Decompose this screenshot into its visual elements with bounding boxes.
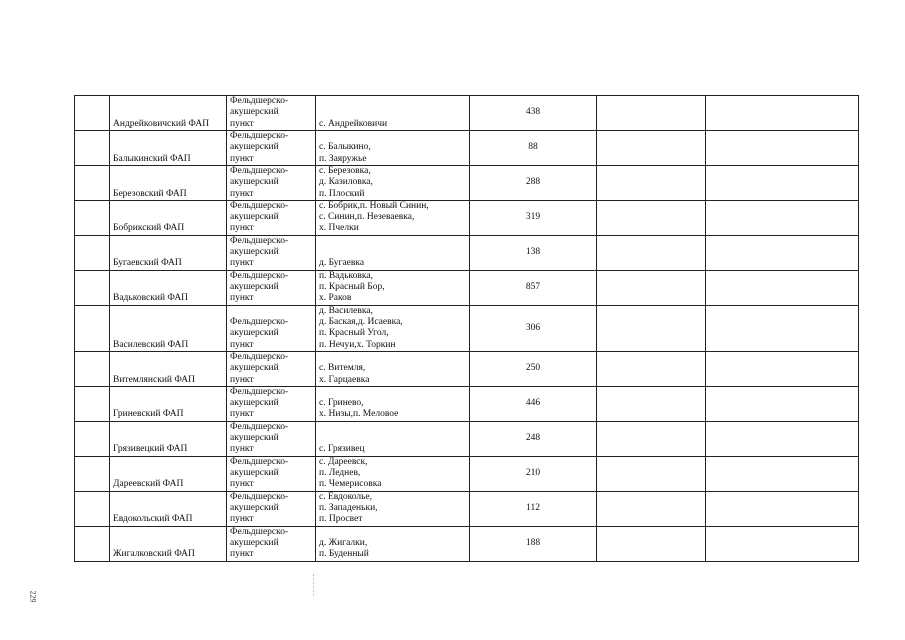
facility-type-cell [227, 351, 316, 386]
facility-type-line: акушерский [230, 282, 279, 293]
population-cell: 188 [470, 526, 597, 561]
facility-type-line: Фельдшерско- [230, 316, 289, 327]
facility-type-cell [227, 235, 316, 270]
empty-cell [597, 165, 706, 200]
index-cell [75, 351, 110, 386]
settlement-line: х. Низы,п. Меловое [319, 409, 399, 420]
facility-type-line: пункт [230, 188, 254, 199]
settlement-line: с. Витемля, [319, 363, 366, 374]
fap-name-cell [110, 386, 227, 421]
table-row [75, 351, 859, 386]
empty-cell [597, 131, 706, 166]
facility-type-line: пункт [230, 223, 254, 234]
facility-type-line: акушерский [230, 538, 279, 549]
empty-cell [597, 351, 706, 386]
empty-cell [706, 96, 859, 131]
settlement-line: п. Чемерисовка [319, 479, 382, 490]
fap-name: Василевский ФАП [113, 339, 189, 350]
empty-cell [597, 96, 706, 131]
empty-cell [706, 131, 859, 166]
fap-name-cell [110, 96, 227, 131]
facility-type-cell [227, 165, 316, 200]
fap-name: Бугаевский ФАП [113, 258, 182, 269]
fap-name-cell [110, 351, 227, 386]
table-row [75, 165, 859, 200]
index-cell [75, 165, 110, 200]
empty-cell [706, 235, 859, 270]
settlement-line: п. Западеньки, [319, 503, 378, 514]
settlements-cell [316, 526, 470, 561]
index-cell [75, 200, 110, 235]
facility-type-line: пункт [230, 444, 254, 455]
settlement-line: х. Гарцаевка [319, 374, 370, 385]
table-row [75, 96, 859, 131]
table-row [75, 131, 859, 166]
facility-type-cell [227, 421, 316, 456]
table-row [75, 270, 859, 305]
settlement-line: д. Бугаевка [319, 258, 365, 269]
empty-cell [706, 421, 859, 456]
empty-cell [597, 270, 706, 305]
fap-name: Вадьковский ФАП [113, 293, 189, 304]
settlements-cell [316, 200, 470, 235]
facility-type-line: пункт [230, 339, 254, 350]
settlement-line: с. Дареевск, [319, 456, 368, 467]
population-cell: 438 [470, 96, 597, 131]
fap-name-cell [110, 491, 227, 526]
facility-type-cell [227, 305, 316, 351]
facility-type-line: пункт [230, 153, 254, 164]
population-cell: 250 [470, 351, 597, 386]
fap-name-cell [110, 305, 227, 351]
population-cell: 288 [470, 165, 597, 200]
facility-type-line: пункт [230, 409, 254, 420]
index-cell [75, 305, 110, 351]
fap-name-cell [110, 200, 227, 235]
index-cell [75, 491, 110, 526]
index-cell [75, 421, 110, 456]
empty-cell [706, 200, 859, 235]
settlement-line: д. Жигалки, [319, 538, 368, 549]
index-cell [75, 270, 110, 305]
facility-type-line: акушерский [230, 142, 279, 153]
fap-name: Витемлянский ФАП [113, 374, 195, 385]
facility-type-line: Фельдшерско- [230, 166, 289, 176]
fap-name: Бобрикский ФАП [113, 223, 185, 234]
facility-type-cell [227, 386, 316, 421]
facility-type-cell [227, 96, 316, 131]
facility-type-line: пункт [230, 514, 254, 525]
settlement-line: с. Бобрик,п. Новый Синин, [319, 200, 429, 211]
settlements-cell [316, 456, 470, 491]
table-row [75, 421, 859, 456]
index-cell [75, 386, 110, 421]
facility-type-line: акушерский [230, 398, 279, 409]
settlement-line: с. Евдоколье, [319, 491, 373, 502]
facility-type-line: Фельдшерско- [230, 96, 289, 107]
settlement-line: х. Раков [319, 293, 352, 304]
settlements-cell [316, 165, 470, 200]
empty-cell [597, 305, 706, 351]
empty-cell [706, 270, 859, 305]
facility-type-line: Фельдшерско- [230, 235, 289, 246]
facility-type-line: акушерский [230, 468, 279, 479]
facility-type-line: пункт [230, 479, 254, 490]
empty-cell [597, 491, 706, 526]
fap-name-cell [110, 456, 227, 491]
facility-type-line: акушерский [230, 212, 279, 223]
empty-cell [706, 526, 859, 561]
population-cell: 319 [470, 200, 597, 235]
facility-type-cell [227, 491, 316, 526]
facility-type-line: акушерский [230, 328, 279, 339]
settlement-line: п. Заяружье [319, 153, 367, 164]
facility-type-line: Фельдшерско- [230, 421, 289, 432]
fap-name-cell [110, 165, 227, 200]
settlement-line: п. Нечуи,х. Торкин [319, 339, 396, 350]
settlements-cell [316, 131, 470, 166]
settlement-line: с. Березовка, [319, 166, 371, 176]
facility-type-line: Фельдшерско- [230, 131, 289, 141]
empty-cell [597, 235, 706, 270]
fap-name: Грязивецкий ФАП [113, 444, 188, 455]
empty-cell [597, 386, 706, 421]
facility-type-line: пункт [230, 374, 254, 385]
population-cell: 88 [470, 131, 597, 166]
settlement-line: с. Грязивец [319, 444, 365, 455]
settlement-line: с. Андрейковичи [319, 118, 388, 129]
settlement-line: п. Буденный [319, 549, 369, 560]
fap-name-cell [110, 235, 227, 270]
settlement-line: с. Гринево, [319, 398, 364, 409]
empty-cell [597, 526, 706, 561]
population-cell: 210 [470, 456, 597, 491]
facility-type-cell [227, 456, 316, 491]
facility-type-cell [227, 526, 316, 561]
empty-cell [706, 491, 859, 526]
facility-type-line: Фельдшерско- [230, 491, 289, 502]
facility-type-line: Фельдшерско- [230, 270, 289, 281]
page-number: 229 [28, 590, 38, 603]
population-cell: 248 [470, 421, 597, 456]
settlement-line: п. Просвет [319, 514, 363, 525]
settlements-cell [316, 491, 470, 526]
facility-type-line: Фельдшерско- [230, 456, 289, 467]
empty-cell [706, 456, 859, 491]
table-row [75, 491, 859, 526]
fap-name: Евдокольский ФАП [113, 514, 193, 525]
fap-name: Жигалковский ФАП [113, 549, 195, 560]
facility-type-line: акушерский [230, 503, 279, 514]
table-row [75, 200, 859, 235]
settlements-cell [316, 421, 470, 456]
settlement-line: х. Пчелки [319, 223, 359, 234]
settlement-line: п. Красный Угол, [319, 328, 389, 339]
table-row [75, 526, 859, 561]
population-cell: 306 [470, 305, 597, 351]
settlement-line: с. Балыкино, [319, 142, 371, 153]
facility-type-line: пункт [230, 118, 254, 129]
settlement-line: д. Василевка, [319, 305, 373, 316]
population-cell: 857 [470, 270, 597, 305]
empty-cell [706, 351, 859, 386]
settlement-line: д. Баская,д. Исаевка, [319, 316, 403, 327]
settlement-line: п. Леднев, [319, 468, 361, 479]
index-cell [75, 235, 110, 270]
facility-type-line: акушерский [230, 247, 279, 258]
facility-type-line: акушерский [230, 433, 279, 444]
table-row [75, 386, 859, 421]
fap-table-body [75, 96, 859, 562]
empty-cell [706, 386, 859, 421]
fap-name-cell [110, 526, 227, 561]
facility-type-line: Фельдшерско- [230, 386, 289, 397]
facility-type-cell [227, 131, 316, 166]
settlement-line: с. Синин,п. Незеваевка, [319, 212, 415, 223]
facility-type-line: акушерский [230, 363, 279, 374]
table-row [75, 305, 859, 351]
settlement-line: п. Красный Бор, [319, 282, 385, 293]
empty-cell [597, 456, 706, 491]
fap-name-cell [110, 270, 227, 305]
population-cell: 138 [470, 235, 597, 270]
population-cell: 446 [470, 386, 597, 421]
settlements-cell [316, 235, 470, 270]
table-row [75, 456, 859, 491]
settlement-line: п. Плоский [319, 188, 365, 199]
facility-type-line: акушерский [230, 177, 279, 188]
facility-type-line: пункт [230, 258, 254, 269]
empty-cell [597, 421, 706, 456]
settlements-cell [316, 305, 470, 351]
fap-name: Андрейковичский ФАП [113, 118, 210, 129]
empty-cell [597, 200, 706, 235]
index-cell [75, 96, 110, 131]
empty-cell [706, 305, 859, 351]
population-cell: 112 [470, 491, 597, 526]
table-row [75, 235, 859, 270]
fap-name: Дареевский ФАП [113, 479, 184, 490]
settlements-cell [316, 96, 470, 131]
facility-type-cell [227, 270, 316, 305]
settlements-cell [316, 386, 470, 421]
facility-type-line: Фельдшерско- [230, 200, 289, 211]
facility-type-line: пункт [230, 549, 254, 560]
fap-name: Гриневский ФАП [113, 409, 184, 420]
fap-name: Балыкинский ФАП [113, 153, 191, 164]
settlement-line: д. Казиловка, [319, 177, 373, 188]
index-cell [75, 131, 110, 166]
facility-type-line: Фельдшерско- [230, 526, 289, 537]
fap-name-cell [110, 421, 227, 456]
settlements-cell [316, 270, 470, 305]
settlements-cell [316, 351, 470, 386]
facility-type-line: Фельдшерско- [230, 351, 289, 362]
settlement-line: п. Вадьковка, [319, 270, 373, 281]
fap-name: Березовский ФАП [113, 188, 187, 199]
fap-table [74, 95, 859, 562]
facility-type-line: пункт [230, 293, 254, 304]
index-cell [75, 456, 110, 491]
empty-cell [706, 165, 859, 200]
facility-type-line: акушерский [230, 107, 279, 118]
fap-name-cell [110, 131, 227, 166]
index-cell [75, 526, 110, 561]
facility-type-cell [227, 200, 316, 235]
scan-artifact [313, 574, 315, 596]
